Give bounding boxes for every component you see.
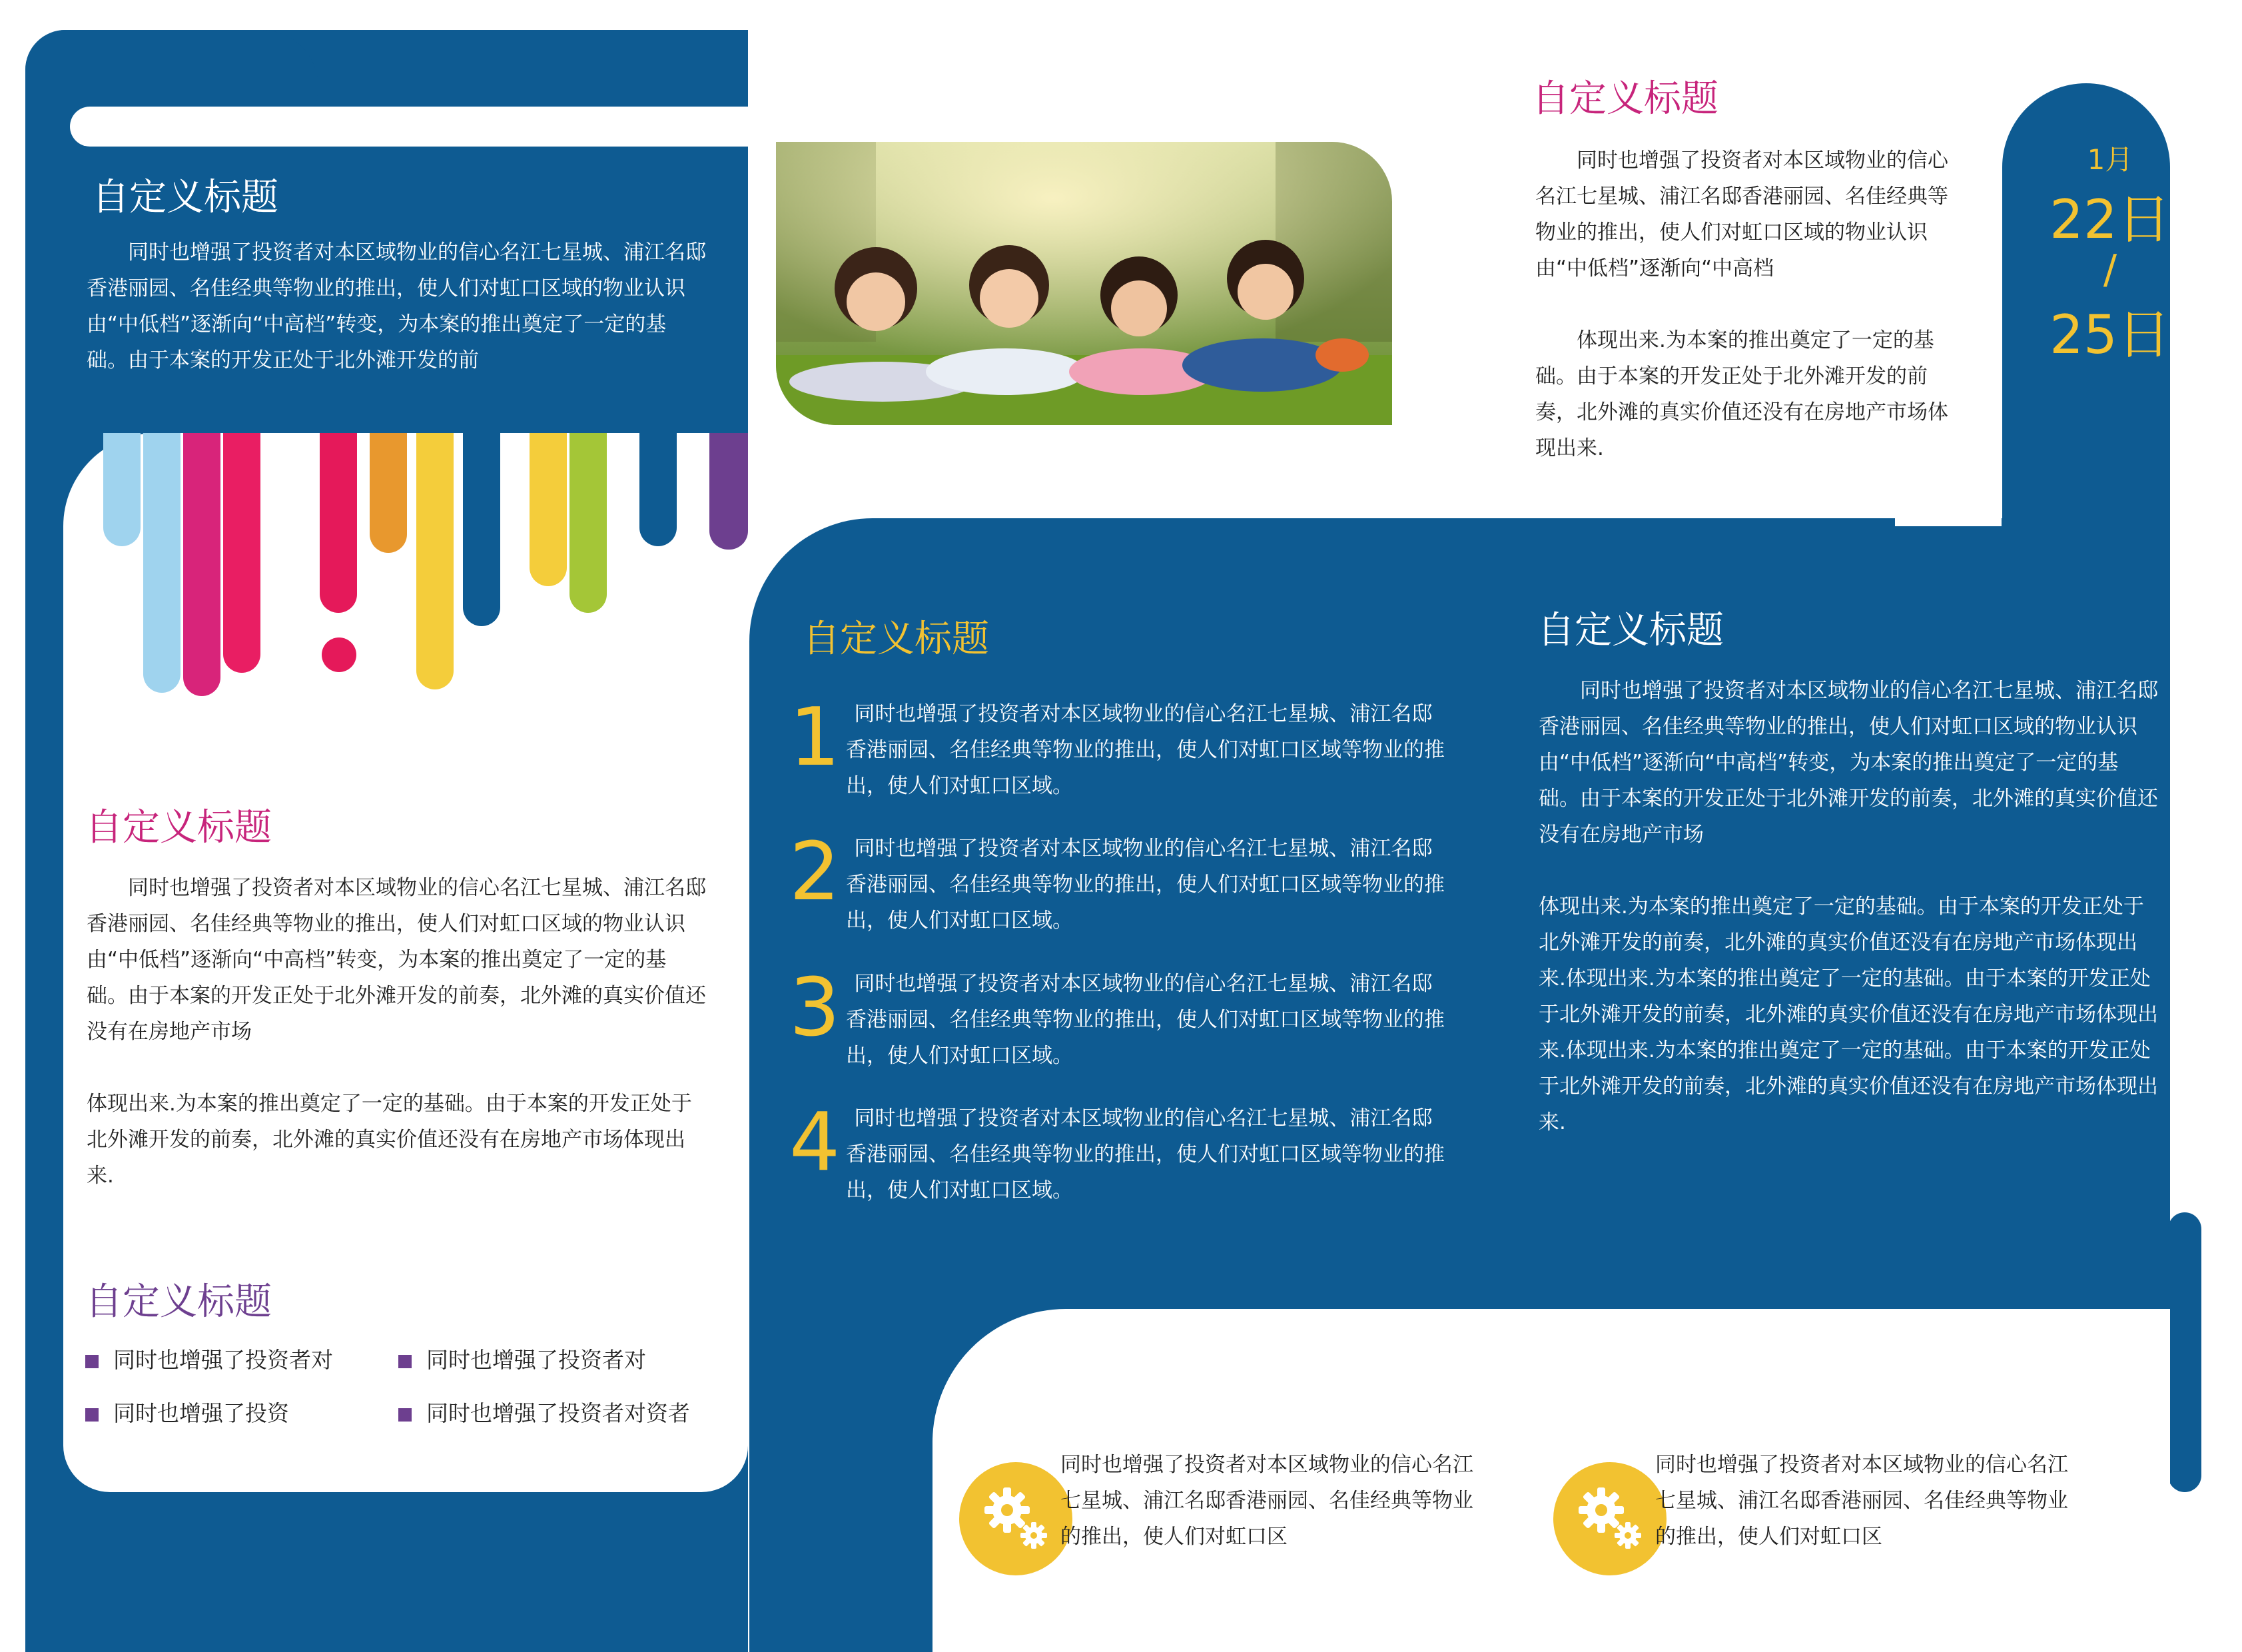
number-3: 3 (789, 962, 841, 1054)
feature-text-2 (1655, 1447, 2081, 1555)
middle-right-body (1539, 673, 2158, 1140)
gears-icon (959, 1462, 1072, 1575)
bullet-text: 同时也增强了投资者对资者 (426, 1400, 690, 1426)
bullet-text: 同时也增强了投资者对 (426, 1347, 646, 1373)
bullet-square (85, 1355, 99, 1368)
top-right-body (1535, 143, 1962, 466)
date-month: 1月 (2087, 143, 2133, 176)
number-1: 1 (789, 691, 841, 784)
middle-right-paragraph-1: 同时也增强了投资者对本区域物业的信心名江七星城、浦江名邸香港丽园、名佳经典等物业的推出，使人们对虹口区域的物业认识由“中低档”逐渐向“中高档”转变，为本案的推出奠定了一定的基础。由于本案的开发正处于北外滩开发的前奏，北外滩的真实价值还没有在房地产市场 (1539, 679, 2158, 847)
bullet-text: 同时也增强了投资者对 (113, 1347, 333, 1373)
bullet-item-2 (398, 1347, 646, 1374)
drip-red (320, 433, 357, 613)
drip-orange (370, 433, 407, 553)
drip-darkblue (463, 433, 500, 626)
drip-yellow (416, 433, 454, 689)
bullet-item-3 (85, 1400, 289, 1427)
drip-magenta (183, 433, 220, 696)
date-day-end: 25日 (2050, 304, 2171, 366)
drip-light-blue (103, 433, 141, 546)
bullet-text: 同时也增强了投资 (113, 1400, 289, 1426)
middle-left-title: 自定义标题 (85, 806, 272, 849)
number-4: 4 (789, 1096, 841, 1189)
top-left-paragraph: 同时也增强了投资者对本区域物业的信心名江七星城、浦江名邸香港丽园、名佳经典等物业的推出，使人们对虹口区域的物业认识由“中低档”逐渐向“中高档”转变，为本案的推出奠定了一定的基础。由于本案的开发正处于北外滩开发的前 (87, 240, 706, 372)
bullets-title: 自定义标题 (85, 1280, 272, 1324)
date-separator: / (2103, 246, 2117, 293)
top-right-title: 自定义标题 (1532, 77, 1718, 121)
bullet-item-4 (398, 1400, 690, 1427)
gears-icon-svg (1553, 1462, 1667, 1575)
drip-blue (143, 433, 181, 693)
numbered-item-2: 同时也增强了投资者对本区域物业的信心名江七星城、浦江名邸香港丽园、名佳经典等物业的推出，使人们对虹口区域等物业的推出，使人们对虹口区域。 (846, 837, 1445, 933)
children-photo-illustration (776, 142, 1392, 425)
drip-purple (709, 433, 748, 550)
drip-green (569, 433, 607, 613)
right-drip-2 (2168, 1212, 2201, 1492)
drip-gold (530, 433, 567, 586)
top-right-paragraph-1: 同时也增强了投资者对本区域物业的信心名江七星城、浦江名邸香港丽园、名佳经典等物业的推出，使人们对虹口区域的物业认识由“中低档”逐渐向“中高档 (1535, 149, 1948, 280)
middle-left-paragraph-1: 同时也增强了投资者对本区域物业的信心名江七星城、浦江名邸香港丽园、名佳经典等物业的推出，使人们对虹口区域的物业认识由“中低档”逐渐向“中高档”转变，为本案的推出奠定了一定的基础。由于本案的开发正处于北外滩开发的前奏，北外滩的真实价值还没有在房地产市场 (87, 876, 706, 1044)
numbered-item-4: 同时也增强了投资者对本区域物业的信心名江七星城、浦江名邸香港丽园、名佳经典等物业的推出，使人们对虹口区域等物业的推出，使人们对虹口区域。 (846, 1106, 1445, 1202)
top-left-body (87, 234, 706, 378)
numbered-item-3: 同时也增强了投资者对本区域物业的信心名江七星城、浦江名邸香港丽园、名佳经典等物业的推出，使人们对虹口区域等物业的推出，使人们对虹口区域。 (846, 972, 1445, 1068)
top-left-title: 自定义标题 (92, 176, 278, 219)
bullet-item-1 (85, 1347, 333, 1374)
date-day-start: 22日 (2050, 189, 2171, 250)
middle-left-paragraph-2: 体现出来.为本案的推出奠定了一定的基础。由于本案的开发正处于北外滩开发的前奏，北外滩的真实价值还没有在房地产市场体现出来. (87, 1092, 692, 1188)
drip-red-dot (322, 637, 356, 672)
middle-right-paragraph-2: 体现出来.为本案的推出奠定了一定的基础。由于本案的开发正处于北外滩开发的前奏，北外滩的真实价值还没有在房地产市场体现出来.体现出来.为本案的推出奠定了一定的基础。由于本案的开发正处于北外滩开发的前奏，北外滩的真实价值还没有在房地产市场体现出来.体现出来.为本案的推出奠定了一定的基础。由于本案的开发正处于北外滩开发的前奏，北外滩的真实价值还没有在房地产市场体现出来. (1539, 895, 2158, 1134)
numbered-item-1: 同时也增强了投资者对本区域物业的信心名江七星城、浦江名邸香港丽园、名佳经典等物业的推出，使人们对虹口区域等物业的推出，使人们对虹口区域。 (846, 702, 1445, 798)
middle-right-title: 自定义标题 (1537, 609, 1724, 652)
numbered-title: 自定义标题 (803, 618, 989, 661)
feature-text-1-content: 同时也增强了投资者对本区域物业的信心名江七星城、浦江名邸香港丽园、名佳经典等物业的推出，使人们对虹口区 (1060, 1453, 1473, 1549)
drip-navy (639, 433, 677, 546)
top-right-paragraph-2: 体现出来.为本案的推出奠定了一定的基础。由于本案的开发正处于北外滩开发的前奏，北外滩的真实价值还没有在房地产市场体现出来. (1535, 328, 1948, 460)
gears-icon-svg (959, 1462, 1072, 1575)
gears-icon (1553, 1462, 1667, 1575)
feature-text-2-content: 同时也增强了投资者对本区域物业的信心名江七星城、浦江名邸香港丽园、名佳经典等物业的推出，使人们对虹口区 (1655, 1453, 2068, 1549)
bullet-square (398, 1355, 412, 1368)
bullet-square (85, 1408, 99, 1422)
drip-pink (223, 433, 260, 673)
number-2: 2 (789, 826, 841, 919)
feature-text-1 (1060, 1447, 1487, 1555)
middle-left-body (87, 870, 706, 1194)
bullet-square (398, 1408, 412, 1422)
children-photo (776, 142, 1392, 425)
